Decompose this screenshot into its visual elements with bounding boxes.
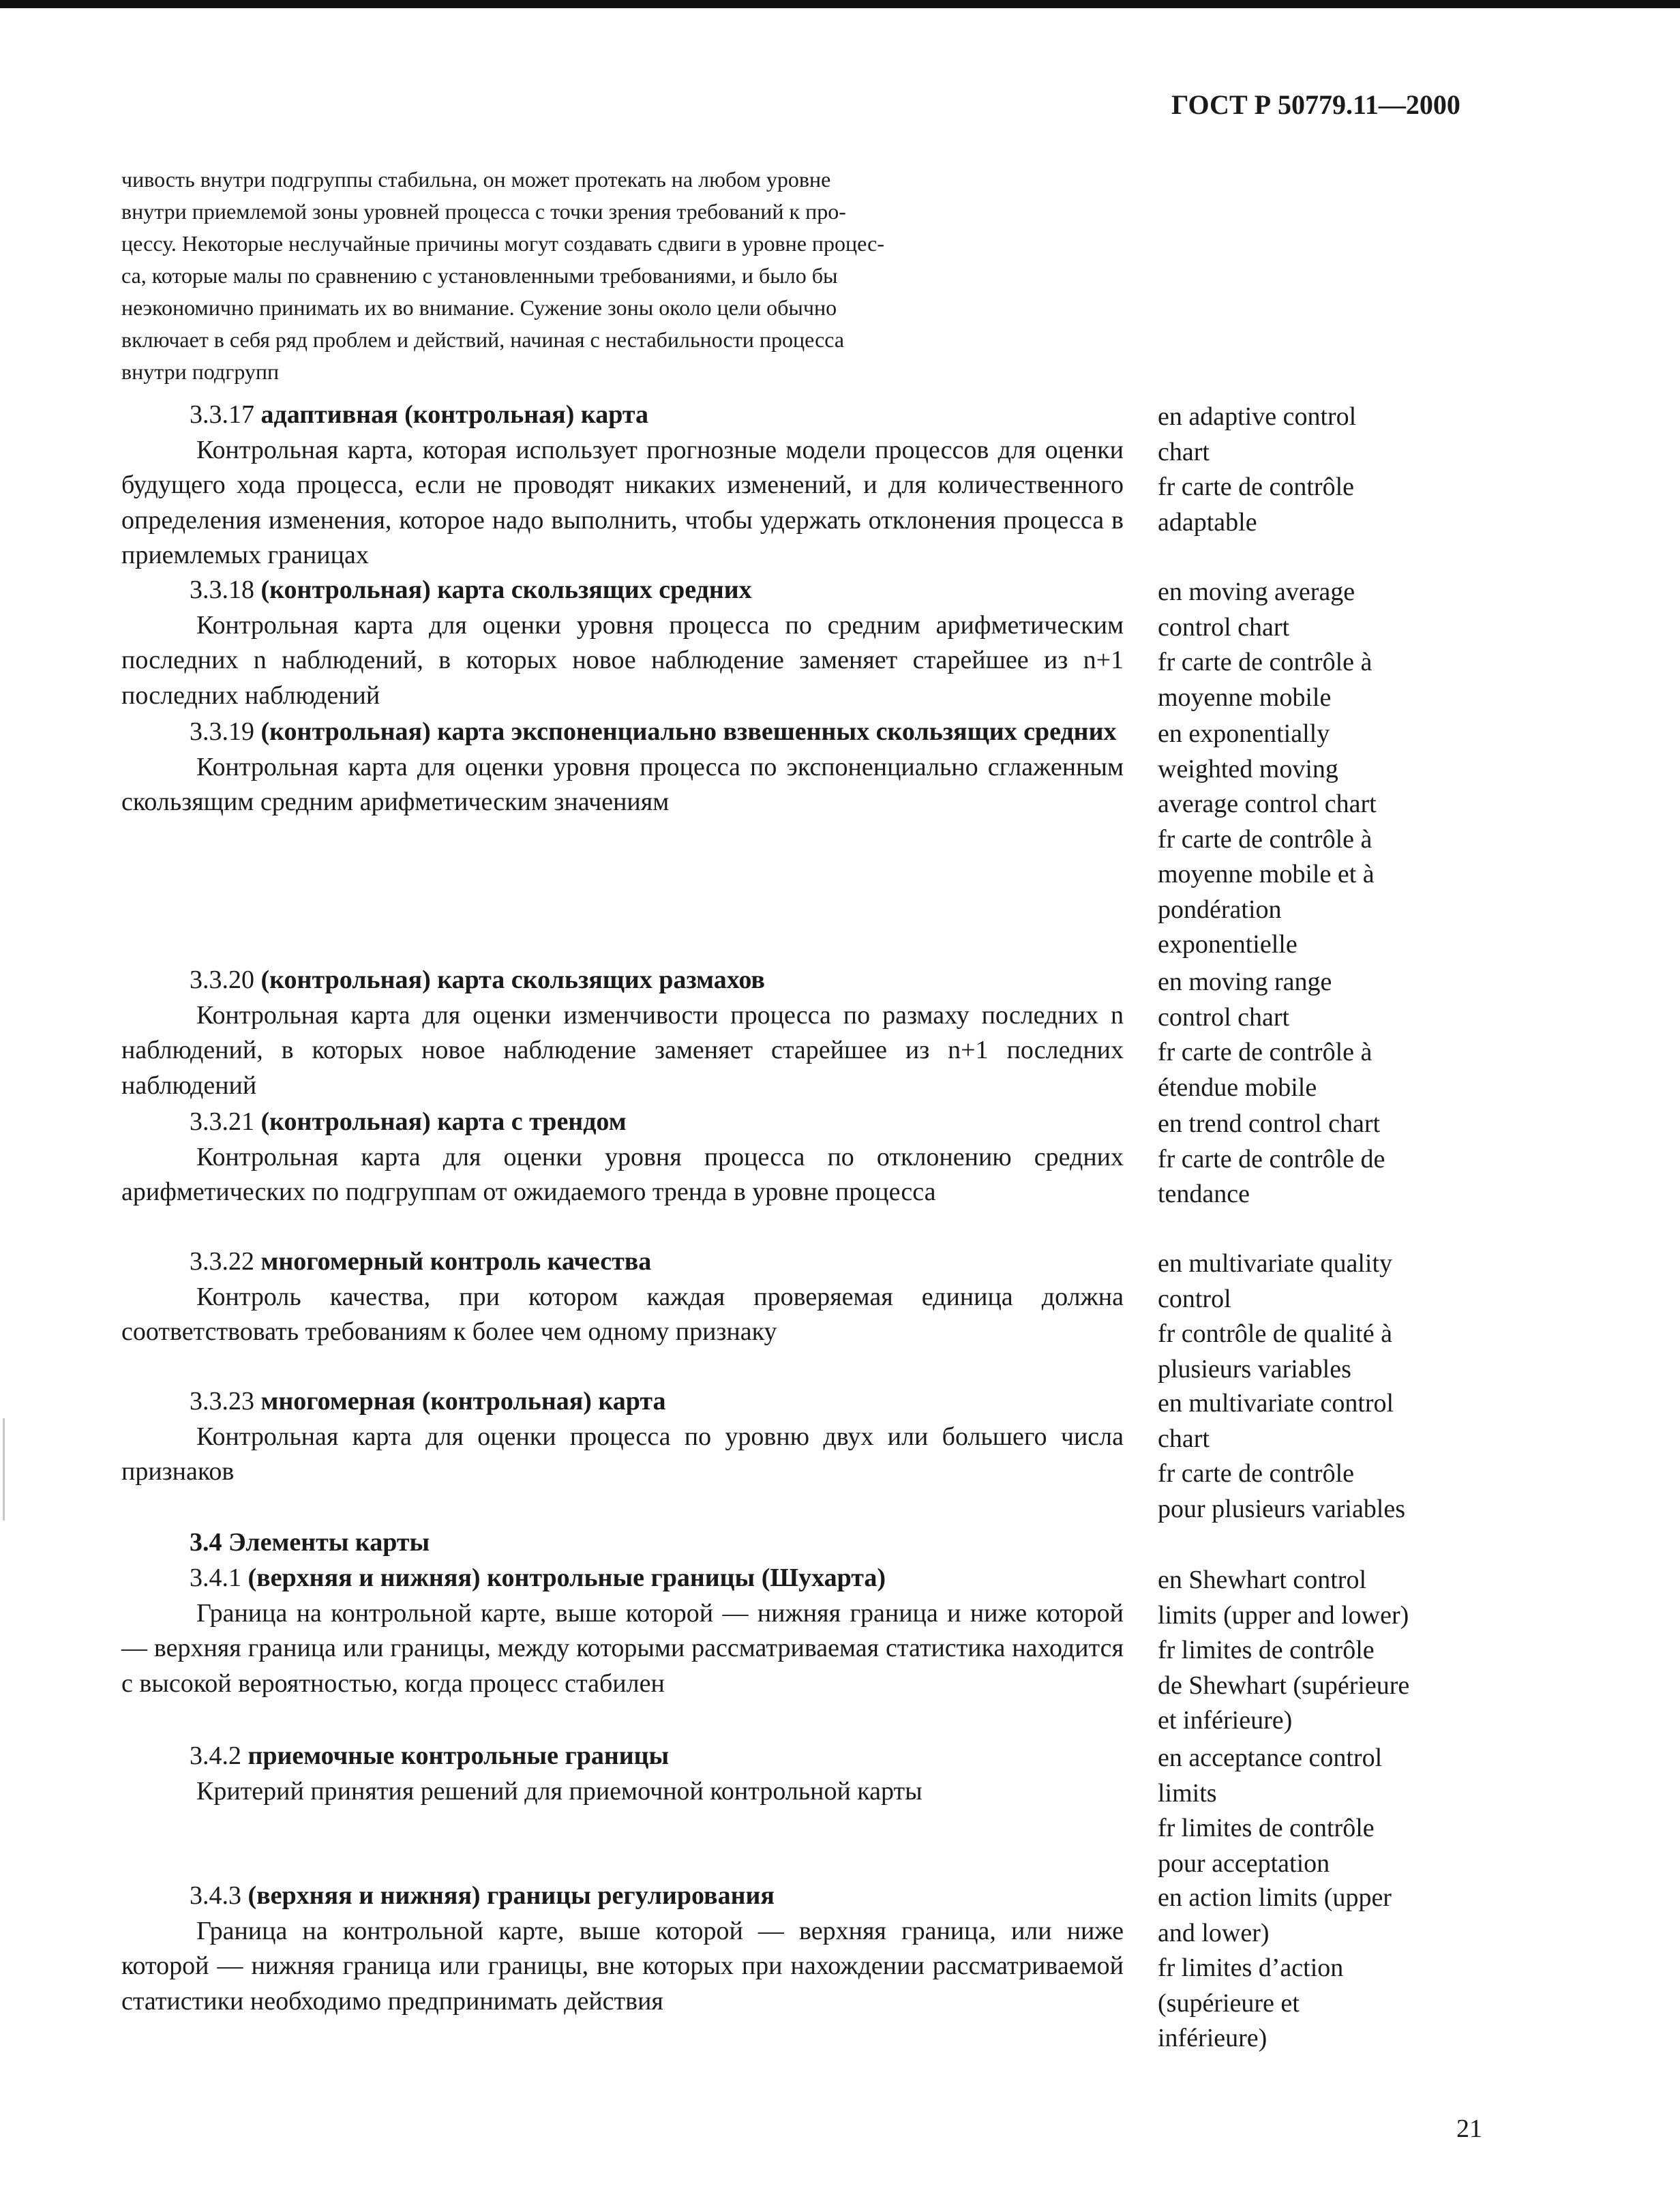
equivalent-line: en adaptive control: [1158, 402, 1357, 431]
equivalent-line: control: [1158, 1284, 1231, 1313]
term-equivalents-3-3-18: [1158, 575, 1649, 715]
term-definition: Контроль качества, при котором каждая проверяемая единица должна соответствовать требованиям к более чем одному признаку: [121, 1282, 1124, 1346]
term-number: 3.3.20: [190, 966, 254, 994]
term-equivalents-3-3-20: [1158, 965, 1649, 1105]
term-number: 3.4.2: [190, 1741, 241, 1770]
equivalent-line: fr carte de contrôle à: [1158, 648, 1372, 676]
equivalent-line: fr limites de contrôle: [1158, 1814, 1375, 1842]
equivalent-line: (supérieure et: [1158, 1988, 1300, 2018]
term-entry-3-4-2: [121, 1739, 1124, 1809]
term-definition: Контрольная карта для оценки процесса по уровню двух или большего числа признаков: [121, 1422, 1124, 1486]
equivalent-line: fr carte de contrôle: [1158, 1459, 1354, 1488]
equivalent-line: en moving average: [1158, 578, 1355, 606]
term-equivalents-3-3-17: [1158, 400, 1649, 540]
equivalent-line: fr limites de contrôle: [1158, 1636, 1375, 1664]
term-name: (верхняя и нижняя) контрольные границы (Шухарта): [247, 1564, 886, 1592]
equivalent-line: plusieurs variables: [1158, 1354, 1351, 1383]
equivalent-line: fr limites d’action: [1158, 1954, 1344, 1982]
term-name: (контрольная) карта с трендом: [260, 1107, 627, 1136]
term-definition: Критерий принятия решений для приемочной контрольной карты: [196, 1776, 922, 1806]
term-entry-3-4-1: [121, 1561, 1124, 1701]
section-title: 3.4 Элементы карты: [190, 1528, 430, 1557]
equivalent-line: en multivariate quality: [1158, 1249, 1393, 1278]
equivalent-line: control chart: [1158, 1002, 1290, 1032]
equivalent-line: chart: [1158, 437, 1210, 466]
term-number: 3.4.3: [190, 1881, 241, 1910]
equivalent-line: average control chart: [1158, 790, 1377, 818]
equivalent-line: pour acceptation: [1158, 1849, 1330, 1878]
term-name: многомерная (контрольная) карта: [260, 1387, 666, 1416]
equivalent-line: en action limits (upper: [1158, 1883, 1392, 1912]
equivalent-line: and lower): [1158, 1918, 1270, 1947]
term-entry-3-4-3: [121, 1879, 1124, 2019]
equivalent-line: moyenne mobile et à: [1158, 860, 1375, 888]
equivalent-line: pour plusieurs variables: [1158, 1494, 1406, 1523]
page-number: 21: [1456, 2114, 1482, 2143]
equivalent-line: et inférieure): [1158, 1706, 1293, 1735]
equivalent-line: control chart: [1158, 612, 1290, 642]
equivalent-line: en moving range: [1158, 968, 1332, 996]
intro-line: включает в себя ряд проблем и действий, начиная с нестабильности процесса: [121, 327, 845, 352]
intro-line: са, которые малы по сравнению с установленными требованиями, и было бы: [121, 263, 838, 288]
term-number: 3.3.18: [190, 575, 254, 604]
term-equivalents-3-3-21: [1158, 1107, 1649, 1212]
equivalent-line: fr carte de contrôle de: [1158, 1144, 1385, 1173]
equivalent-line: en Shewhart control: [1158, 1566, 1367, 1594]
term-name: многомерный контроль качества: [260, 1247, 652, 1276]
equivalent-line: exponentielle: [1158, 930, 1298, 959]
equivalent-line: adaptable: [1158, 507, 1257, 537]
equivalent-line: en exponentially: [1158, 719, 1330, 748]
term-entry-3-3-18: [121, 573, 1124, 713]
equivalent-line: de Shewhart (supérieure: [1158, 1671, 1410, 1700]
term-entry-3-3-23: [121, 1384, 1124, 1490]
term-name: (верхняя и нижняя) границы регулирования: [247, 1881, 775, 1910]
term-number: 3.3.21: [190, 1107, 254, 1136]
term-definition: Граница на контрольной карте, выше которой — верхняя граница, или ниже которой — нижняя граница или границы, вне которых при нахождении рассматриваемой статистики необходимо предпринимать действия: [121, 1916, 1124, 2016]
equivalent-line: moyenne mobile: [1158, 683, 1332, 712]
term-name: приемочные контрольные границы: [247, 1741, 670, 1770]
equivalent-line: tendance: [1158, 1180, 1250, 1208]
term-entry-3-3-21: [121, 1105, 1124, 1210]
term-number: 3.4.1: [190, 1564, 241, 1592]
term-entry-3-3-20: [121, 963, 1124, 1103]
term-number: 3.3.22: [190, 1247, 254, 1276]
section-heading-3-4: [121, 1525, 1124, 1561]
intro-line: неэкономично принимать их во внимание. Сужение зоны около цели обычно: [121, 295, 837, 320]
equivalent-line: pondération: [1158, 895, 1282, 924]
equivalent-line: étendue mobile: [1158, 1073, 1317, 1102]
term-equivalents-3-4-3: [1158, 1881, 1649, 2056]
term-definition: Контрольная карта для оценки уровня процесса по экспоненциально сглаженным скользящим средним арифметическим значениям: [121, 752, 1124, 816]
equivalent-line: weighted moving: [1158, 754, 1338, 783]
term-name: адаптивная (контрольная) карта: [260, 400, 648, 429]
equivalent-line: fr carte de contrôle à: [1158, 824, 1372, 854]
term-entry-3-3-17: [121, 398, 1124, 573]
term-definition: Контрольная карта, которая использует прогнозные модели процессов для оценки будущего хода процесса, если не проводят никаких изменений, и для количественного определения изменения, которое надо выполнить, чтобы удержать отклонения процесса в приемлемых границах: [121, 435, 1124, 569]
term-equivalents-3-4-2: [1158, 1741, 1649, 1881]
equivalent-line: en trend control chart: [1158, 1109, 1381, 1138]
intro-line: чивость внутри подгруппы стабильна, он может протекать на любом уровне: [121, 167, 831, 192]
intro-line: внутри подгрупп: [121, 359, 280, 384]
intro-line: цессу. Некоторые неслучайные причины могут создавать сдвиги в уровне процес-: [121, 231, 884, 256]
term-equivalents-3-3-22: [1158, 1246, 1649, 1387]
term-definition: Контрольная карта для оценки уровня процесса по средним арифметическим последних n наблюдений, в которых новое наблюдение заменяет старейшее из n+1 последних наблюдений: [121, 610, 1124, 710]
equivalent-line: fr carte de contrôle: [1158, 473, 1354, 501]
equivalent-line: en acceptance control: [1158, 1744, 1383, 1772]
term-equivalents-3-4-1: [1158, 1563, 1649, 1739]
term-equivalents-3-3-23: [1158, 1386, 1649, 1527]
equivalent-line: fr contrôle de qualité à: [1158, 1319, 1392, 1348]
term-number: 3.3.23: [190, 1387, 254, 1416]
equivalent-line: fr carte de contrôle à: [1158, 1038, 1372, 1066]
term-equivalents-3-3-19: [1158, 717, 1649, 963]
term-definition: Контрольная карта для оценки изменчивости процесса по размаху последних n наблюдений, в которых новое наблюдение заменяет старейшее из n+1 последних наблюдений: [121, 1000, 1124, 1100]
term-definition: Граница на контрольной карте, выше которой — нижняя граница и ниже которой — верхняя граница или границы, между которыми рассматриваемая статистика находится с высокой вероятностью, когда процесс стабилен: [121, 1598, 1124, 1698]
term-number: 3.3.17: [190, 400, 254, 429]
top-border-rule: [0, 0, 1680, 8]
term-name: (контрольная) карта скользящих средних: [260, 575, 752, 604]
intro-line: внутри приемлемой зоны уровней процесса с точки зрения требований к про-: [121, 199, 846, 224]
intro-paragraph: [121, 164, 1124, 388]
equivalent-line: en multivariate control: [1158, 1389, 1394, 1418]
equivalent-line: chart: [1158, 1424, 1210, 1453]
equivalent-line: limits (upper and lower): [1158, 1600, 1409, 1630]
term-definition: Контрольная карта для оценки уровня процесса по отклонению средних арифметических по подгруппам от ожидаемого тренда в уровне процесса: [121, 1142, 1124, 1206]
term-entry-3-3-22: [121, 1244, 1124, 1350]
equivalent-line: limits: [1158, 1778, 1217, 1808]
document-header: ГОСТ Р 50779.11—2000: [1171, 89, 1460, 120]
term-entry-3-3-19: [121, 715, 1124, 820]
scan-edge-mark: [3, 1418, 5, 1521]
term-number: 3.3.19: [190, 717, 254, 746]
equivalent-line: inférieure): [1158, 2024, 1268, 2052]
term-name: (контрольная) карта скользящих размахов: [260, 966, 765, 994]
term-name: (контрольная) карта экспоненциально взвешенных скользящих средних: [260, 717, 1117, 746]
